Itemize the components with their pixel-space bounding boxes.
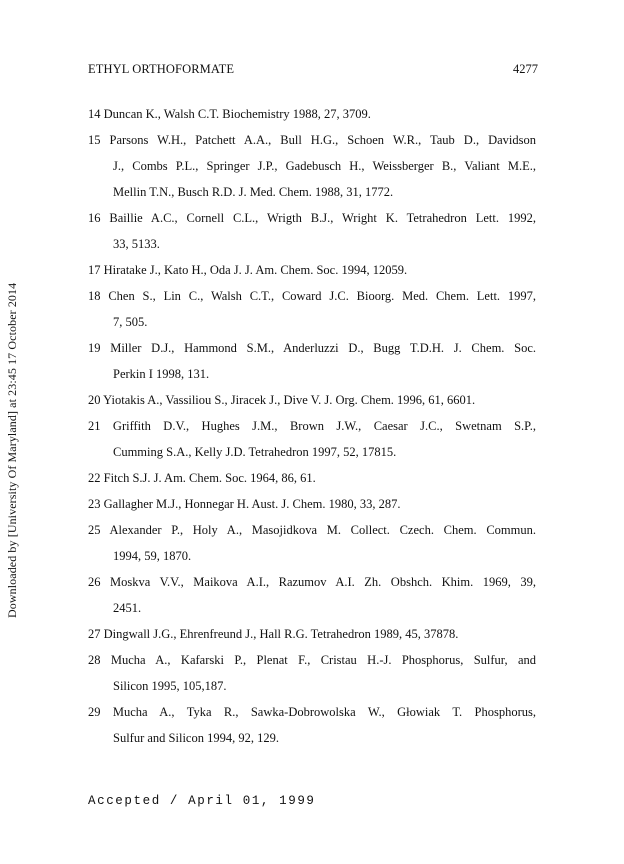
reference-first-line: 29 Mucha A., Tyka R., Sawka-Dobrowolska W., Głowiak T. Phosphorus, [88,705,536,719]
reference-first-line: 22 Fitch S.J. J. Am. Chem. Soc. 1964, 86, 61. [88,471,316,485]
reference-item [88,517,536,569]
reference-item [88,283,536,335]
accepted-date: Accepted / April 01, 1999 [88,794,316,808]
reference-item [88,387,536,413]
reference-item [88,205,536,257]
reference-continuation-line: 2451. [113,601,142,615]
reference-first-line: 17 Hiratake J., Kato H., Oda J. J. Am. Chem. Soc. 1994, 12059. [88,263,408,277]
reference-first-line: 25 Alexander P., Holy A., Masojidkova M. Collect. Czech. Chem. Commun. [88,523,536,537]
reference-item [88,569,536,621]
reference-continuation-line: Mellin T.N., Busch R.D. J. Med. Chem. 1988, 31, 1772. [113,185,394,199]
reference-item [88,699,536,751]
reference-first-line: 18 Chen S., Lin C., Walsh C.T., Coward J.C. Bioorg. Med. Chem. Lett. 1997, [88,289,536,303]
reference-first-line: 28 Mucha A., Kafarski P., Plenat F., Cristau H.-J. Phosphorus, Sulfur, and [88,653,536,667]
reference-item [88,127,536,205]
reference-first-line: 23 Gallagher M.J., Honnegar H. Aust. J. Chem. 1980, 33, 287. [88,497,401,511]
reference-item [88,491,536,517]
reference-first-line: 16 Baillie A.C., Cornell C.L., Wrigth B.J., Wright K. Tetrahedron Lett. 1992, [88,211,536,225]
download-notice: Downloaded by [University Of Maryland] at 23:45 17 October 2014 [5,282,19,618]
reference-first-line: 19 Miller D.J., Hammond S.M., Anderluzzi D., Bugg T.D.H. J. Chem. Soc. [88,341,536,355]
reference-continuation-line: 7, 505. [113,315,148,329]
page-number: 4277 [513,62,538,76]
reference-first-line: 20 Yiotakis A., Vassiliou S., Jiracek J., Dive V. J. Org. Chem. 1996, 61, 6601. [88,393,476,407]
reference-list [88,101,536,751]
running-header [88,62,538,80]
reference-first-line: 14 Duncan K., Walsh C.T. Biochemistry 1988, 27, 3709. [88,107,371,121]
reference-continuation-line: 1994, 59, 1870. [113,549,192,563]
reference-continuation-line: Perkin I 1998, 131. [113,367,210,381]
reference-first-line: 27 Dingwall J.G., Ehrenfreund J., Hall R.G. Tetrahedron 1989, 45, 37878. [88,627,459,641]
reference-item [88,465,536,491]
reference-continuation-line: Sulfur and Silicon 1994, 92, 129. [113,731,279,745]
reference-item [88,621,536,647]
reference-item [88,257,536,283]
reference-item [88,413,536,465]
reference-item [88,101,536,127]
reference-continuation-line: J., Combs P.L., Springer J.P., Gadebusch H., Weissberger B., Valiant M.E., [113,159,536,173]
reference-continuation-line: Cumming S.A., Kelly J.D. Tetrahedron 1997, 52, 17815. [113,445,397,459]
reference-continuation-line: 33, 5133. [113,237,160,251]
reference-item [88,335,536,387]
reference-first-line: 26 Moskva V.V., Maikova A.I., Razumov A.I. Zh. Obshch. Khim. 1969, 39, [88,575,536,589]
running-title: ETHYL ORTHOFORMATE [88,62,235,76]
reference-continuation-line: Silicon 1995, 105,187. [113,679,227,693]
reference-first-line: 21 Griffith D.V., Hughes J.M., Brown J.W., Caesar J.C., Swetnam S.P., [88,419,536,433]
reference-item [88,647,536,699]
reference-first-line: 15 Parsons W.H., Patchett A.A., Bull H.G., Schoen W.R., Taub D., Davidson [88,133,536,147]
